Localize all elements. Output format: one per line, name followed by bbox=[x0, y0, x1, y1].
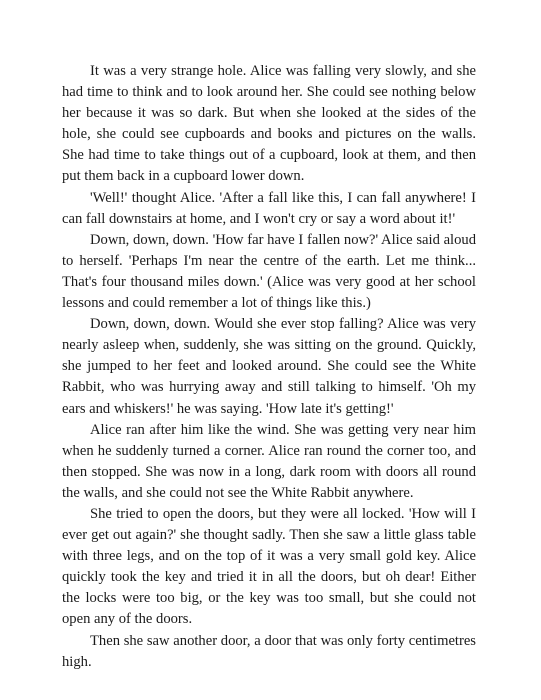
paragraph-1: It was a very strange hole. Alice was falling very slowly, and she had time to think and to look around her. She could see nothing below her because it was so dark. But when she looked at the sides of the hole, she could see cupboards and books and pictures on the walls. She had time to take things out of a cupboard, look at them, and then put them back in a cupboard lower down. bbox=[62, 63, 476, 185]
document-page bbox=[62, 61, 476, 673]
paragraph-6: She tried to open the doors, but they were all locked. 'How will I ever get out again?' she thought sadly. Then she saw a little glass table with three legs, and on the top of it was a very small gold key. Alice quickly took the key and tried it in all the doors, but oh dear! Either the locks were too big, or the key was too small, but she could not open any of the doors. bbox=[62, 505, 476, 628]
paragraph-7: Then she saw another door, a door that was only forty centimetres high. bbox=[62, 632, 476, 670]
paragraph-2: 'Well!' thought Alice. 'After a fall like this, I can fall anywhere! I can fall downstairs at home, and I won't cry or say a word about it!' bbox=[62, 189, 476, 227]
paragraph-5: Alice ran after him like the wind. She was getting very near him when he suddenly turned a corner. Alice ran round the corner too, and then stopped. She was now in a long, dark room with doors all round the walls, and she could not see the White Rabbit anywhere. bbox=[62, 421, 476, 501]
paragraph-4: Down, down, down. Would she ever stop falling? Alice was very nearly asleep when, suddenly, she was sitting on the ground. Quickly, she jumped to her feet and looked around. She could see the White Rabbit, who was hurrying away and still talking to himself. 'Oh my ears and whiskers!' he was saying. 'How late it's getting!' bbox=[62, 316, 476, 417]
paragraph-3: Down, down, down. 'How far have I fallen now?' Alice said aloud to herself. 'Perhaps I'm near the centre of the earth. Let me think... That's four thousand miles down.' (Alice was very good at her school lessons and could remember a lot of things like this.) bbox=[62, 231, 476, 312]
